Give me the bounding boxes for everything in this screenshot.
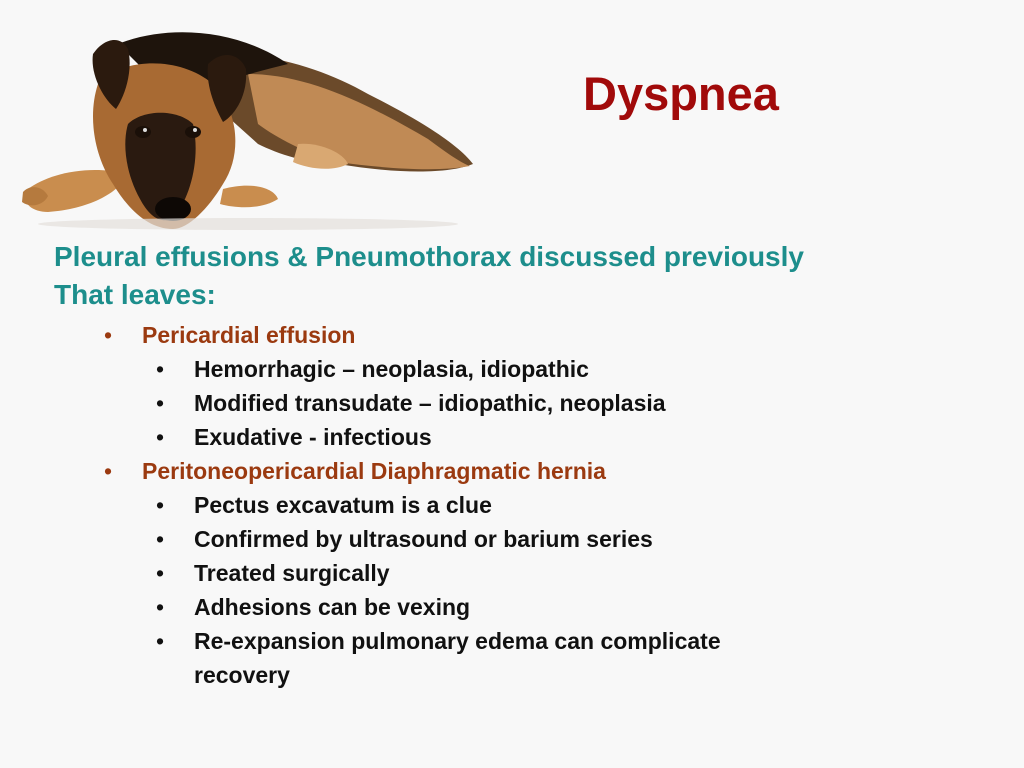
intro-line-1: Pleural effusions & Pneumothorax discussed previously xyxy=(54,241,804,272)
bullet-icon: • xyxy=(156,526,165,552)
slide-title: Dyspnea xyxy=(583,67,779,120)
bullet-icon: • xyxy=(156,560,165,586)
bullet-icon: • xyxy=(156,390,165,416)
sub-bullet-text: Hemorrhagic – neoplasia, idiopathic xyxy=(194,356,589,382)
bullet-icon: • xyxy=(104,458,113,484)
sub-bullet xyxy=(156,390,666,417)
dog-photo xyxy=(8,14,478,234)
sub-bullet-text: Pectus excavatum is a clue xyxy=(194,492,492,518)
intro-line-2: That leaves: xyxy=(54,279,216,310)
sub-bullet xyxy=(156,424,432,451)
sub-bullet xyxy=(156,594,470,621)
bullet-text: Peritoneopericardial Diaphragmatic hernia xyxy=(142,458,606,484)
bullet-text: Pericardial effusion xyxy=(142,322,356,348)
sub-bullet xyxy=(156,628,721,655)
sub-bullet-continuation: recovery xyxy=(194,662,290,688)
bullet-icon: • xyxy=(156,628,165,654)
bullet-icon: • xyxy=(156,492,165,518)
bullet-pericardial-effusion xyxy=(104,322,355,349)
bullet-ppdh xyxy=(104,458,606,485)
bullet-icon: • xyxy=(104,322,113,348)
sub-bullet xyxy=(156,492,492,519)
sub-bullet-text: Treated surgically xyxy=(194,560,390,586)
sub-bullet-text: Re-expansion pulmonary edema can complicate xyxy=(194,628,721,654)
bullet-icon: • xyxy=(156,424,165,450)
sub-bullet-text: Exudative - infectious xyxy=(194,424,432,450)
sub-bullet xyxy=(156,560,390,587)
bullet-icon: • xyxy=(156,356,165,382)
sub-bullet-text: Modified transudate – idiopathic, neoplasia xyxy=(194,390,666,416)
sub-bullet-text: Adhesions can be vexing xyxy=(194,594,471,620)
sub-bullet xyxy=(156,356,589,383)
sub-bullet-text: Confirmed by ultrasound or barium series xyxy=(194,526,653,552)
intro-text xyxy=(54,238,804,314)
sub-bullet xyxy=(156,526,653,553)
bullet-icon: • xyxy=(156,594,165,620)
